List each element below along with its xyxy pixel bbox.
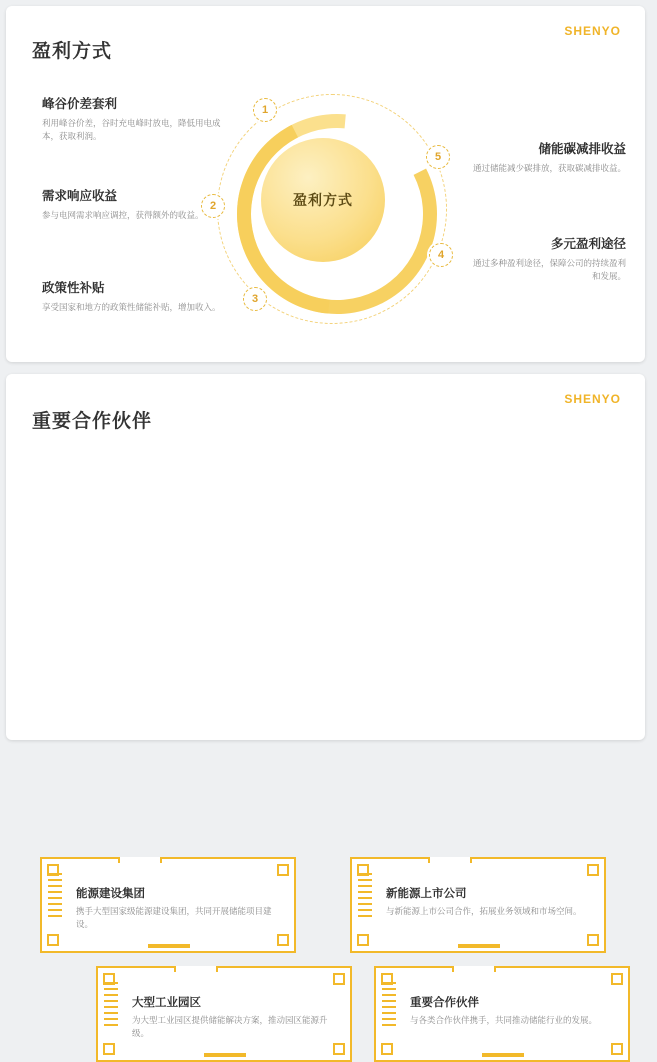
ring-node-4[interactable]: 4: [429, 243, 453, 267]
partner-card[interactable]: [40, 857, 296, 953]
partner-card-title: 大型工业园区: [132, 997, 201, 1009]
profit-item-1-desc: 利用峰谷价差，谷时充电峰时放电，降低用电成本，获取利润。: [42, 118, 221, 141]
partner-card-title: 新能源上市公司: [386, 888, 467, 900]
ring-center-label: 盈利方式: [293, 192, 353, 208]
profit-item-2-desc: 参与电网需求响应调控，获得额外的收益。: [42, 210, 204, 220]
corner-decor-icon: [381, 1043, 393, 1055]
spring-decor-icon: [48, 873, 62, 921]
ring-node-5[interactable]: 5: [426, 145, 450, 169]
corner-decor-icon: [277, 864, 289, 876]
spring-decor-icon: [104, 982, 118, 1030]
profit-item-5-desc: 通过储能减少碳排放，获取碳减排收益。: [472, 163, 626, 173]
spring-decor-icon: [382, 982, 396, 1030]
corner-decor-icon: [587, 864, 599, 876]
corner-decor-icon: [333, 1043, 345, 1055]
profit-item-3-title: 政策性补贴: [42, 281, 105, 295]
corner-decor-icon: [277, 934, 289, 946]
ring-node-3[interactable]: 3: [243, 287, 267, 311]
corner-decor-icon: [103, 1043, 115, 1055]
brand-logo: SHENYO: [564, 24, 621, 38]
partner-card-title: 能源建设集团: [76, 888, 145, 900]
partner-card[interactable]: [96, 966, 352, 1062]
page-title: 盈利方式: [32, 41, 113, 62]
profit-item-4-title: 多元盈利途径: [550, 237, 626, 251]
partner-card[interactable]: [374, 966, 630, 1062]
corner-decor-icon: [611, 973, 623, 985]
corner-decor-icon: [357, 864, 369, 876]
corner-decor-icon: [47, 864, 59, 876]
spring-decor-icon: [358, 873, 372, 921]
corner-decor-icon: [381, 973, 393, 985]
corner-decor-icon: [47, 934, 59, 946]
brand-logo: SHENYO: [564, 392, 621, 406]
partner-card-desc: 与新能源上市公司合作，拓展业务领域和市场空间。: [386, 906, 582, 916]
corner-decor-icon: [103, 973, 115, 985]
profit-item-4: [466, 234, 626, 283]
profit-item-1-title: 峰谷价差套利: [42, 97, 118, 111]
ring-node-1[interactable]: 1: [253, 98, 277, 122]
corner-decor-icon: [357, 934, 369, 946]
partner-card[interactable]: [350, 857, 606, 953]
profit-item-2-title: 需求响应收益: [42, 189, 118, 203]
corner-decor-icon: [587, 934, 599, 946]
profit-item-4-desc: 通过多种盈利途径，保障公司的持续盈利和发展。: [472, 258, 626, 281]
profit-item-3-desc: 享受国家和地方的政策性储能补贴，增加收入。: [42, 302, 221, 312]
partner-card-desc: 为大型工业园区提供储能解决方案，推动园区能源升级。: [132, 1015, 328, 1038]
partner-card-title: 重要合作伙伴: [410, 997, 479, 1009]
profit-model-slide: [6, 6, 645, 362]
profit-ring-diagram: [201, 84, 461, 334]
partner-card-desc: 与各类合作伙伴携手，共同推动储能行业的发展。: [410, 1015, 598, 1025]
ring-node-2[interactable]: 2: [201, 194, 225, 218]
partners-slide: [6, 374, 645, 1038]
profit-item-5-title: 储能碳减排收益: [538, 142, 626, 156]
corner-decor-icon: [611, 1043, 623, 1055]
page-title: 重要合作伙伴: [32, 411, 153, 432]
corner-decor-icon: [333, 973, 345, 985]
partner-card-desc: 携手大型国家级能源建设集团，共同开展储能项目建设。: [76, 906, 272, 929]
profit-item-5: [466, 139, 626, 175]
